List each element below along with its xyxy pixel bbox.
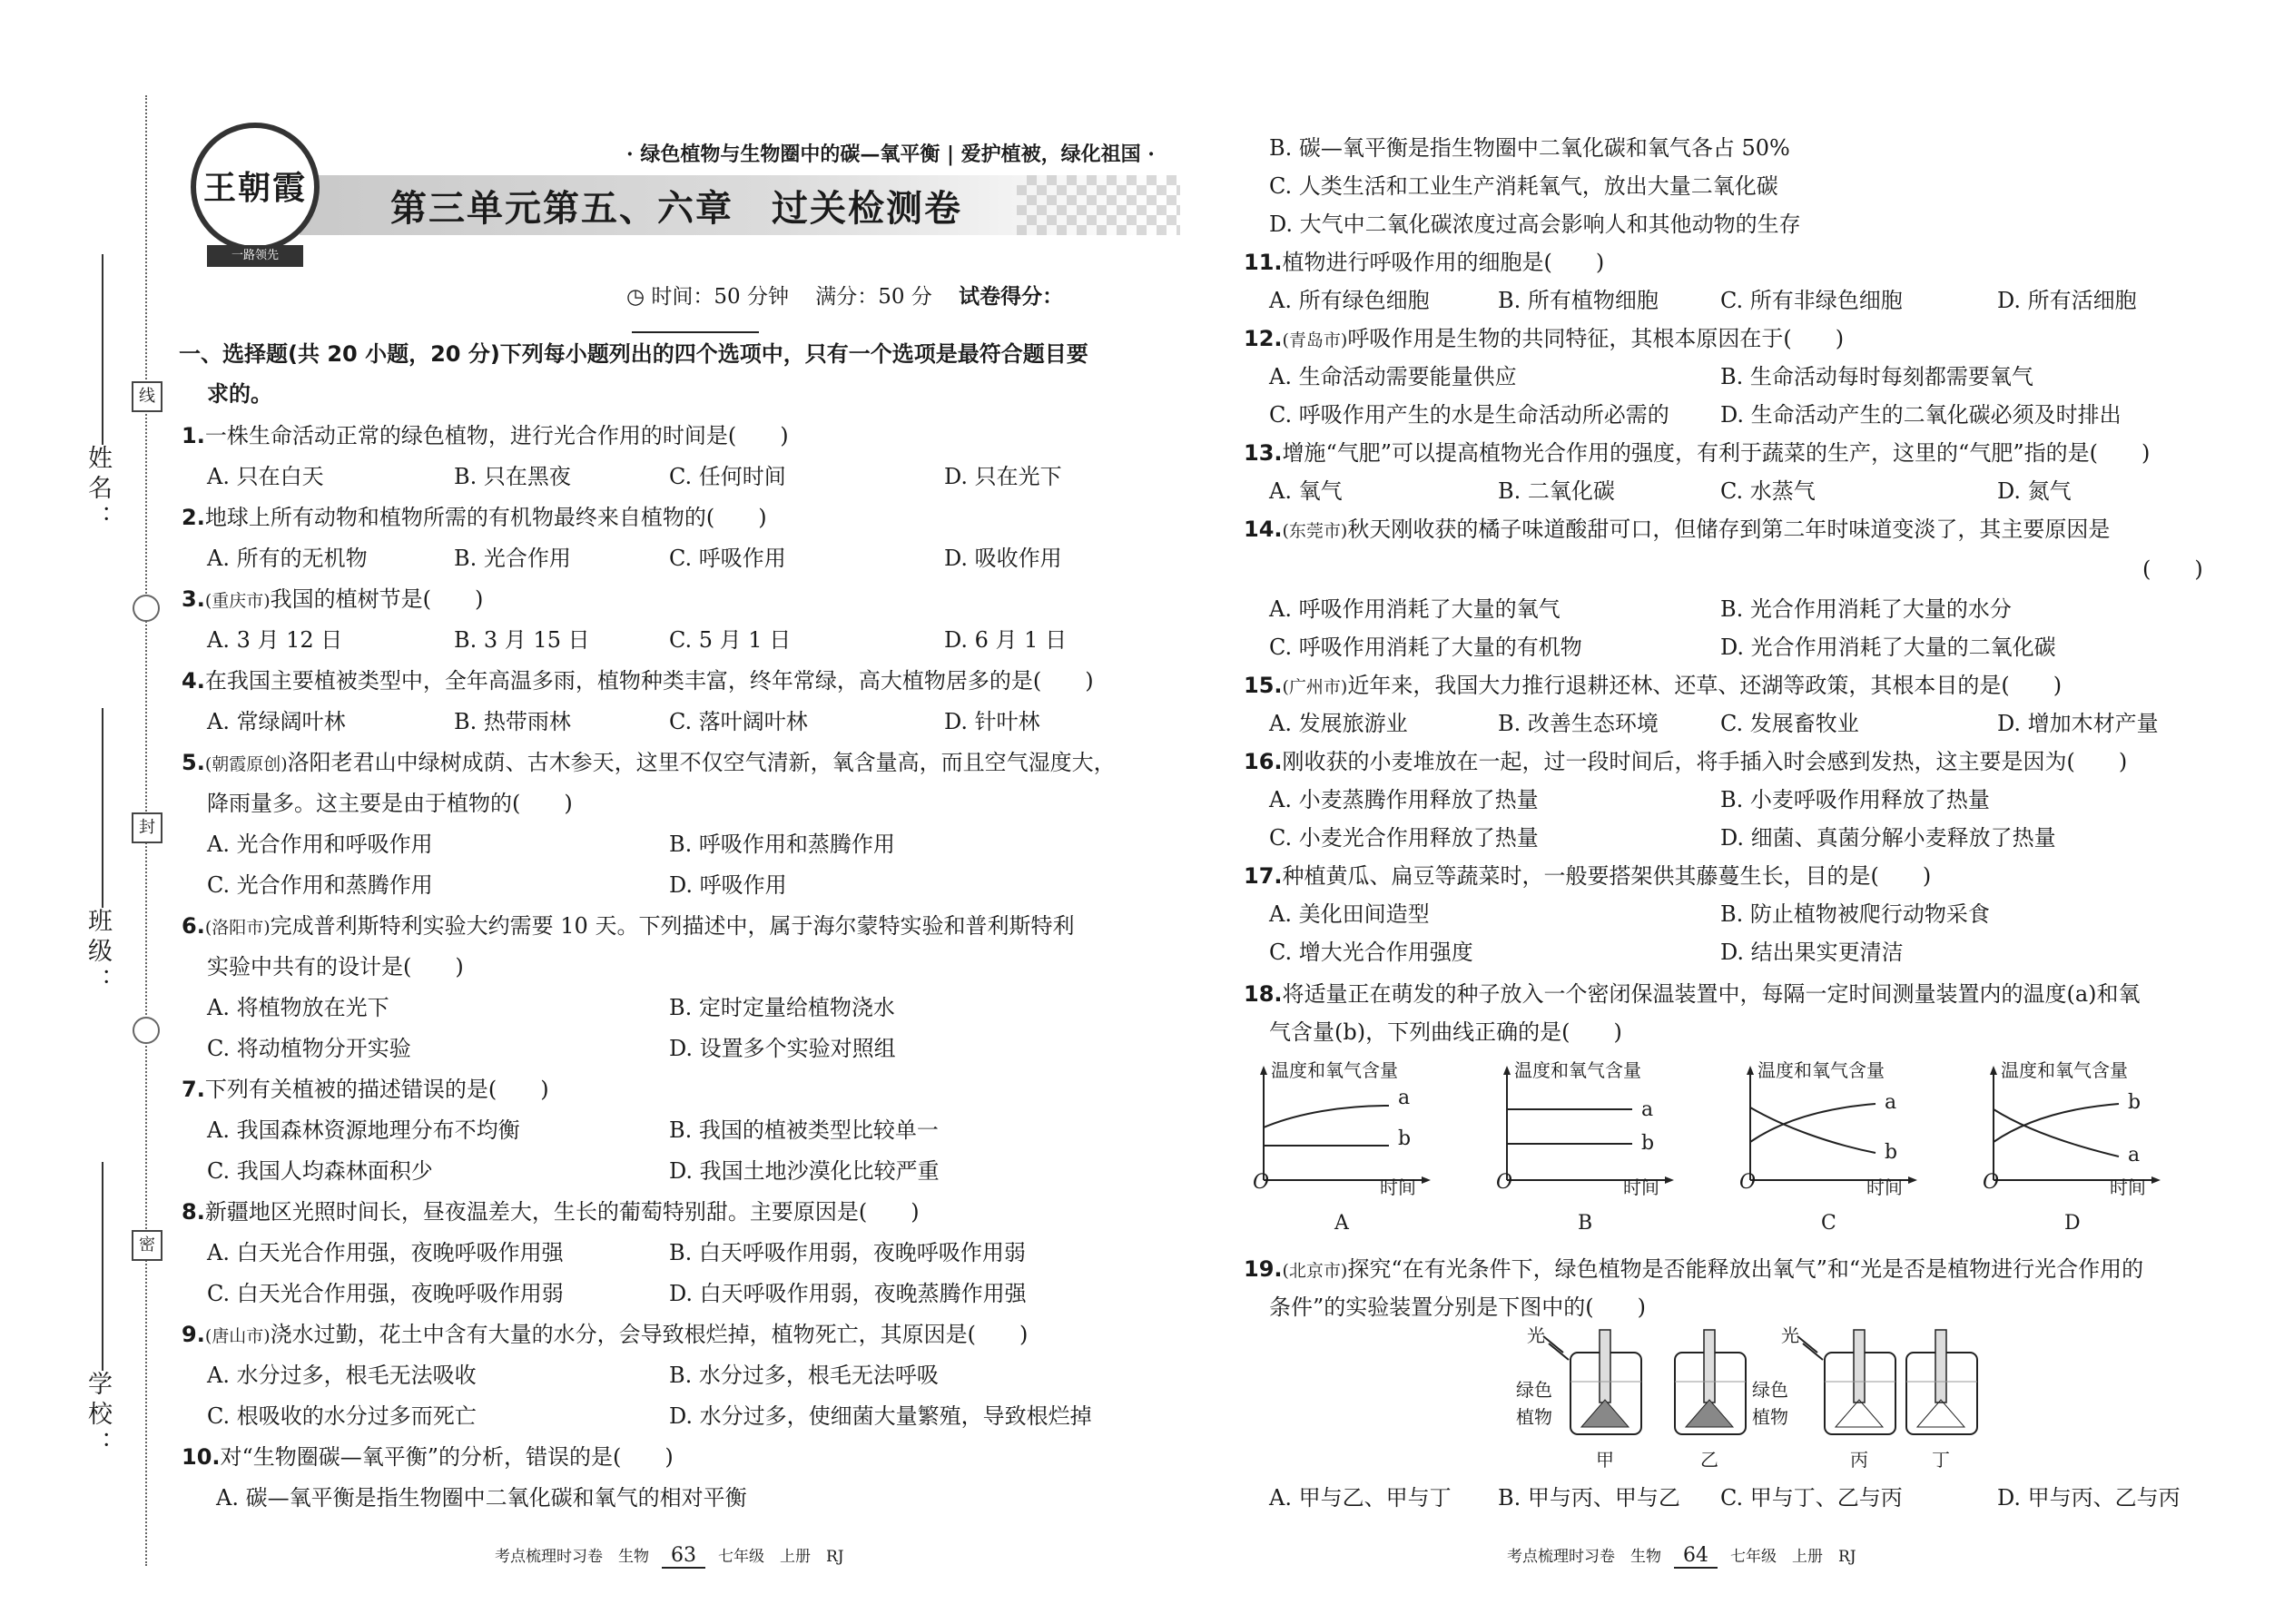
graph-d-label-bottom: a — [2128, 1144, 2141, 1166]
score-label: 试卷得分： — [959, 284, 1064, 309]
logo-text: 王朝霞 — [202, 169, 307, 207]
q14-answer-paren[interactable]: ( ) — [2142, 556, 2203, 582]
q13-option-c[interactable]: C. 水蒸气 — [1720, 478, 1816, 504]
q5-option-b[interactable]: B. 呼吸作用和蒸腾作用 — [669, 832, 895, 857]
page-title: 第三单元第五、六章 过关检测卷 — [390, 188, 962, 230]
q3-option-a[interactable]: A. 3 月 12 日 — [207, 627, 343, 653]
q16-option-b[interactable]: B. 小麦呼吸作用释放了热量 — [1720, 787, 1990, 812]
graph-c-ylabel: 温度和氧气含量 — [1757, 1059, 1885, 1081]
q10-option-c[interactable]: C. 人类生活和工业生产消耗氧气，放出大量二氧化碳 — [1269, 173, 1778, 199]
curve-a — [1994, 1109, 2119, 1156]
page-number: 64 — [1674, 1544, 1718, 1569]
q6-option-d[interactable]: D. 设置多个实验对照组 — [669, 1036, 896, 1061]
q2-option-a[interactable]: A. 所有的无机物 — [207, 546, 368, 571]
q16-option-c[interactable]: C. 小麦光合作用释放了热量 — [1269, 825, 1539, 851]
graph-a-svg — [1244, 1062, 1462, 1253]
graph-b-origin: O — [1496, 1171, 1513, 1194]
brand-logo — [191, 123, 320, 251]
graph-c-label-bottom: b — [1885, 1141, 1898, 1164]
question-12: 12.(青岛市)呼吸作用是生物的共同特征，其根本原因在于( ) — [1244, 326, 1845, 351]
q12-option-a[interactable]: A. 生命活动需要能量供应 — [1269, 364, 1517, 389]
q4-option-b[interactable]: B. 热带雨林 — [454, 709, 571, 734]
right-page — [1207, 0, 2294, 1624]
q18-graph-a[interactable] — [1244, 1062, 1462, 1253]
q2-option-c[interactable]: C. 呼吸作用 — [669, 546, 786, 571]
time-limit: 时间：50 分钟 — [651, 285, 789, 309]
seal-mark-secret: 密 — [132, 1230, 162, 1261]
question-3: 3.(重庆市)我国的植树节是( ) — [182, 586, 484, 612]
question-9: 9.(唐山市)浇水过勤，花土中含有大量的水分，会导致根烂掉，植物死亡，其原因是( ) — [182, 1322, 1029, 1347]
graph-d-caption: D — [2064, 1212, 2081, 1235]
q12-option-b[interactable]: B. 生命活动每时每刻都需要氧气 — [1720, 364, 2033, 389]
question-8: 8.新疆地区光照时间长，昼夜温差大，生长的葡萄特别甜。主要原因是( ) — [182, 1199, 920, 1225]
question-17: 17.种植黄瓜、扁豆等蔬菜时，一般要搭架供其藤蔓生长，目的是( ) — [1244, 863, 1932, 889]
q9-option-c[interactable]: C. 根吸收的水分过多而死亡 — [207, 1403, 477, 1429]
question-16: 16.刚收获的小麦堆放在一起，过一段时间后，将手插入时会感到发热，这主要是因为( ) — [1244, 749, 2128, 774]
footer-right: 考点梳理时习卷 生物 64 七年级 上册 RJ — [1507, 1544, 1856, 1567]
plant-label-1b: 植物 — [1516, 1406, 1552, 1428]
q17-option-a[interactable]: A. 美化田间造型 — [1269, 901, 1430, 927]
q3-option-b[interactable]: B. 3 月 15 日 — [454, 627, 590, 653]
question-5-cont: 降雨量多。这主要是由于植物的( ) — [207, 791, 573, 816]
graph-b-caption: B — [1578, 1212, 1593, 1235]
school-blank[interactable] — [102, 1162, 103, 1371]
q5-option-a[interactable]: A. 光合作用和呼吸作用 — [207, 832, 433, 857]
q18-graph-b[interactable] — [1487, 1062, 1705, 1253]
q15-option-a[interactable]: A. 发展旅游业 — [1269, 711, 1408, 736]
q10-option-a[interactable]: A. 碳—氧平衡是指生物圈中二氧化碳和氧气的相对平衡 — [216, 1485, 747, 1511]
page-number: 63 — [662, 1544, 705, 1569]
q11-option-d[interactable]: D. 所有活细胞 — [1997, 288, 2137, 313]
q7-option-a[interactable]: A. 我国森林资源地理分布不均衡 — [207, 1117, 520, 1143]
q1-option-a[interactable]: A. 只在白天 — [207, 464, 324, 489]
jar-yi — [1675, 1330, 1746, 1434]
question-19-cont: 条件”的实验装置分别是下图中的( ) — [1269, 1294, 1646, 1320]
unit-topic-line: · 绿色植物与生物圈中的碳—氧平衡 | 爱护植被，绿化祖国 · — [626, 143, 1155, 166]
question-15: 15.(广州市)近年来，我国大力推行退耕还林、还草、还湖等政策，其根本目的是( ) — [1244, 673, 2063, 698]
graph-d-ylabel: 温度和氧气含量 — [2001, 1059, 2128, 1081]
q9-option-d[interactable]: D. 水分过多，使细菌大量繁殖，导致根烂掉 — [669, 1403, 1092, 1429]
question-2: 2.地球上所有动物和植物所需的有机物最终来自植物的( ) — [182, 505, 767, 530]
q18-graph-c[interactable] — [1730, 1062, 1948, 1253]
question-4: 4.在我国主要植被类型中，全年高温多雨，植物种类丰富，终年常绿，高大植物居多的是( ) — [182, 668, 1094, 694]
graph-a-label-top: a — [1398, 1087, 1411, 1109]
graph-b-label-bottom: b — [1641, 1132, 1655, 1155]
q15-option-c[interactable]: C. 发展畜牧业 — [1720, 711, 1859, 736]
q18-graph-d[interactable] — [1974, 1062, 2191, 1253]
plant-label-2a: 绿色 — [1752, 1379, 1788, 1401]
q15-option-b[interactable]: B. 改善生态环境 — [1498, 711, 1659, 736]
question-18: 18.将适量正在萌发的种子放入一个密闭保温装置中，每隔一定时间测量装置内的温度(a)和氧 — [1244, 981, 2141, 1007]
q7-option-d[interactable]: D. 我国土地沙漠化比较严重 — [669, 1158, 940, 1184]
q9-option-b[interactable]: B. 水分过多，根毛无法呼吸 — [669, 1363, 939, 1388]
graph-a-origin: O — [1253, 1171, 1270, 1194]
q19-option-c[interactable]: C. 甲与丁、乙与丙 — [1720, 1485, 1903, 1511]
q5-option-c[interactable]: C. 光合作用和蒸腾作用 — [207, 872, 433, 898]
jar-bing — [1797, 1330, 1895, 1434]
q15-option-d[interactable]: D. 增加木材产量 — [1997, 711, 2159, 736]
jar-caption-bing: 丙 — [1850, 1449, 1868, 1471]
seal-mark-line: 线 — [132, 381, 162, 412]
jar-ding — [1906, 1330, 1977, 1434]
banner-pattern — [1017, 175, 1180, 235]
class-label: 班级： — [84, 908, 112, 998]
q17-option-c[interactable]: C. 增大光合作用强度 — [1269, 940, 1473, 965]
curve-a — [1264, 1106, 1389, 1127]
question-13: 13.增施“气肥”可以提高植物光合作用的强度，有利于蔬菜的生产，这里的“气肥”指的是( ) — [1244, 440, 2151, 466]
graph-b-ylabel: 温度和氧气含量 — [1514, 1059, 1641, 1081]
q11-option-b[interactable]: B. 所有植物细胞 — [1498, 288, 1659, 313]
q12-option-d[interactable]: D. 生命活动产生的二氧化碳必须及时排出 — [1720, 402, 2122, 428]
curve-b — [1994, 1104, 2119, 1142]
q6-option-c[interactable]: C. 将动植物分开实验 — [207, 1036, 411, 1061]
q13-option-b[interactable]: B. 二氧化碳 — [1498, 478, 1615, 504]
question-1: 1.一株生命活动正常的绿色植物，进行光合作用的时间是( ) — [182, 423, 789, 448]
graph-a-caption: A — [1334, 1212, 1349, 1235]
graph-b-label-top: a — [1641, 1098, 1654, 1121]
q8-option-a[interactable]: A. 白天光合作用强，夜晚呼吸作用强 — [207, 1240, 564, 1265]
q19-option-b[interactable]: B. 甲与丙、甲与乙 — [1498, 1485, 1680, 1511]
q19-option-a[interactable]: A. 甲与乙、甲与丁 — [1269, 1485, 1452, 1511]
question-19: 19.(北京市)探究“在有光条件下，绿色植物是否能释放出氧气”和“光是否是植物进行光合作用的 — [1244, 1256, 2144, 1282]
graph-c-xlabel: 时间 — [1866, 1176, 1903, 1198]
question-18-cont: 气含量(b)，下列曲线正确的是( ) — [1269, 1019, 1622, 1045]
question-14: 14.(东莞市)秋天刚收获的橘子味道酸甜可口，但储存到第二年时味道变淡了，其主要原因是 — [1244, 517, 2111, 542]
q2-option-b[interactable]: B. 光合作用 — [454, 546, 571, 571]
name-blank[interactable] — [102, 254, 103, 445]
q6-option-a[interactable]: A. 将植物放在光下 — [207, 995, 389, 1020]
q3-option-c[interactable]: C. 5 月 1 日 — [669, 627, 792, 653]
q6-option-b[interactable]: B. 定时定量给植物浇水 — [669, 995, 895, 1020]
graph-d-svg — [1974, 1062, 2191, 1253]
q17-option-b[interactable]: B. 防止植物被爬行动物采食 — [1720, 901, 1990, 927]
jar-caption-ding: 丁 — [1932, 1449, 1950, 1471]
q1-option-c[interactable]: C. 任何时间 — [669, 464, 786, 489]
binding-hole — [133, 1017, 160, 1044]
graph-c-svg — [1730, 1062, 1948, 1253]
plant-label-1a: 绿色 — [1516, 1379, 1552, 1401]
q14-option-a[interactable]: A. 呼吸作用消耗了大量的氧气 — [1269, 596, 1561, 622]
question-6: 6.(洛阳市)完成普利斯特利实验大约需要 10 天。下列描述中，属于海尔蒙特实验和普利斯特利 — [182, 913, 1075, 939]
q13-option-a[interactable]: A. 氧气 — [1269, 478, 1343, 504]
q8-option-b[interactable]: B. 白天呼吸作用弱，夜晚呼吸作用弱 — [669, 1240, 1026, 1265]
footer-left: 考点梳理时习卷 生物 63 七年级 上册 RJ — [495, 1544, 844, 1567]
jar-caption-yi: 乙 — [1700, 1449, 1718, 1471]
q17-option-d[interactable]: D. 结出果实更清洁 — [1720, 940, 1904, 965]
seal-mark-seal: 封 — [132, 812, 162, 843]
q1-option-b[interactable]: B. 只在黑夜 — [454, 464, 571, 489]
graph-a-ylabel: 温度和氧气含量 — [1271, 1059, 1398, 1081]
graph-d-label-top: b — [2128, 1091, 2141, 1114]
question-7: 7.下列有关植被的描述错误的是( ) — [182, 1077, 549, 1102]
light-label-2: 光 — [1781, 1324, 1799, 1346]
graph-b-svg — [1487, 1062, 1705, 1253]
graph-a-xlabel: 时间 — [1380, 1176, 1416, 1198]
class-blank[interactable] — [102, 708, 103, 908]
q11-option-c[interactable]: C. 所有非绿色细胞 — [1720, 288, 1903, 313]
school-label: 学校： — [84, 1371, 112, 1461]
question-11: 11.植物进行呼吸作用的细胞是( ) — [1244, 250, 1605, 275]
q1-option-d[interactable]: D. 只在光下 — [944, 464, 1062, 489]
q14-option-c[interactable]: C. 呼吸作用消耗了大量的有机物 — [1269, 635, 1582, 660]
graph-c-caption: C — [1821, 1212, 1836, 1235]
q16-option-d[interactable]: D. 细菌、真菌分解小麦释放了热量 — [1720, 825, 2056, 851]
q2-option-d[interactable]: D. 吸收作用 — [944, 546, 1062, 571]
graph-d-origin: O — [1983, 1171, 2000, 1194]
q4-option-d[interactable]: D. 针叶林 — [944, 709, 1040, 734]
graph-b-xlabel: 时间 — [1623, 1176, 1659, 1198]
q7-option-b[interactable]: B. 我国的植被类型比较单一 — [669, 1117, 939, 1143]
light-label-1: 光 — [1527, 1324, 1545, 1346]
q8-option-d[interactable]: D. 白天呼吸作用弱，夜晚蒸腾作用强 — [669, 1281, 1027, 1306]
q4-option-c[interactable]: C. 落叶阔叶林 — [669, 709, 808, 734]
q16-option-a[interactable]: A. 小麦蒸腾作用释放了热量 — [1269, 787, 1539, 812]
exam-info — [626, 280, 1171, 333]
q14-option-d[interactable]: D. 光合作用消耗了大量的二氧化碳 — [1720, 635, 2056, 660]
plant-label-2b: 植物 — [1752, 1406, 1788, 1428]
binding-hole — [133, 595, 160, 622]
jar-caption-jia: 甲 — [1596, 1449, 1614, 1471]
q8-option-c[interactable]: C. 白天光合作用强，夜晚呼吸作用弱 — [207, 1281, 564, 1306]
q19-option-d[interactable]: D. 甲与丙、乙与丙 — [1997, 1485, 2181, 1511]
question-5: 5.(朝霞原创)洛阳老君山中绿树成荫、古木参天，这里不仅空气清新，氧含量高，而且空气湿度大， — [182, 750, 1116, 775]
q4-option-a[interactable]: A. 常绿阔叶林 — [207, 709, 346, 734]
q13-option-d[interactable]: D. 氮气 — [1997, 478, 2072, 504]
q10-option-b[interactable]: B. 碳—氧平衡是指生物圈中二氧化碳和氧气各占 50% — [1269, 135, 1790, 161]
graph-c-origin: O — [1739, 1171, 1757, 1194]
q10-option-d[interactable]: D. 大气中二氧化碳浓度过高会影响人和其他动物的生存 — [1269, 212, 1801, 237]
q19-apparatus-figure — [1507, 1325, 1979, 1471]
section-title-cont: 求的。 — [207, 381, 272, 407]
logo-ribbon: 一路领先 — [207, 245, 303, 267]
clock-icon: ◷ — [626, 285, 645, 309]
q14-option-b[interactable]: B. 光合作用消耗了大量的水分 — [1720, 596, 2012, 622]
q5-option-d[interactable]: D. 呼吸作用 — [669, 872, 787, 898]
graph-d-xlabel: 时间 — [2110, 1176, 2146, 1198]
q9-option-a[interactable]: A. 水分过多，根毛无法吸收 — [207, 1363, 477, 1388]
name-label: 姓名： — [84, 445, 112, 535]
graph-c-label-top: a — [1885, 1091, 1897, 1114]
section-title: 一、选择题(共 20 小题，20 分)下列每小题列出的四个选项中，只有一个选项是最符合题目要 — [179, 341, 1088, 367]
jar-jia — [1543, 1330, 1641, 1434]
q11-option-a[interactable]: A. 所有绿色细胞 — [1269, 288, 1430, 313]
question-10: 10.对“生物圈碳—氧平衡”的分析，错误的是( ) — [182, 1444, 674, 1470]
full-score: 满分：50 分 — [815, 285, 932, 309]
q3-option-d[interactable]: D. 6 月 1 日 — [944, 627, 1068, 653]
q7-option-c[interactable]: C. 我国人均森林面积少 — [207, 1158, 433, 1184]
q12-option-c[interactable]: C. 呼吸作用产生的水是生命活动所必需的 — [1269, 402, 1669, 428]
graph-a-label-bottom: b — [1398, 1127, 1412, 1150]
score-blank[interactable] — [632, 311, 759, 333]
question-6-cont: 实验中共有的设计是( ) — [207, 954, 464, 979]
